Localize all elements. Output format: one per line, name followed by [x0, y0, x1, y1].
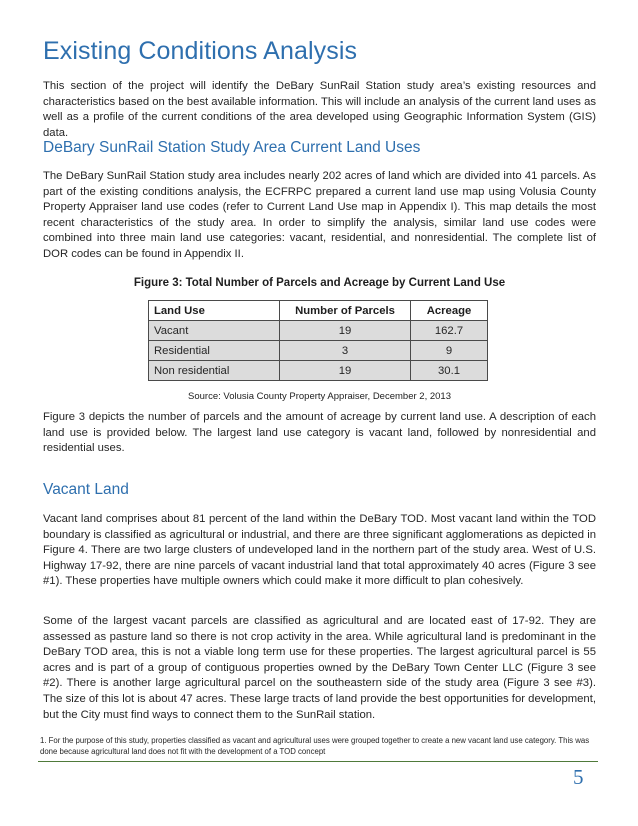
parcels-cell: 19	[280, 321, 411, 341]
table-row	[149, 321, 488, 341]
table-row	[149, 341, 488, 361]
column-header-acreage: Acreage	[411, 301, 488, 321]
figure-description-paragraph: Figure 3 depicts the number of parcels and the amount of acreage by current land use. A description of each land use is provided below. The largest land use category is vacant land, followed by nonresidential and residential uses.	[43, 411, 596, 455]
land-use-cell: Non residential	[149, 361, 280, 381]
parcels-cell: 19	[280, 361, 411, 381]
land-use-cell: Vacant	[149, 321, 280, 341]
column-header-land-use: Land Use	[149, 301, 280, 321]
table-header-row	[149, 301, 488, 321]
land-use-paragraph: The DeBary SunRail Station study area includes nearly 202 acres of land which are divided into 41 parcels. As part of the existing conditions analysis, the ECFRPC prepared a current land use map using Volusia County Property Appraiser land use codes (refer to Current Land Use map in Appendix I). This map details the most recent characteristics of the study area. In order to simplify the analysis, similar land use codes were combined into three main land use categories: vacant, residential, and nonresidential. The complete list of DOR codes can be found in Appendix II.	[43, 170, 596, 260]
vacant-land-paragraph-2: Some of the largest vacant parcels are classified as agricultural and are located east of 17-92. They are assessed as pasture land so there is not crop activity in the area. While agricultural land is predominant in the DeBary TOD area, this is not a viable long term use for these properties. The largest agricultural parcel is 55 acres and is part of a group of contiguous properties owned by the DeBary Town Center LLC (Figure 3 see #2). There is another large agricultural parcel on the southeastern side of the study area (Figure 3 see #3). The size of this lot is about 47 acres. These large tracts of land provide the best opportunities for development, but the City must find ways to connect them to the SunRail station.	[43, 615, 596, 721]
footnote: 1. For the purpose of this study, properties classified as vacant and agricultural uses were grouped together to create a new vacant land use category. This was done because agricultural land does not fit with the development of a TOD concept	[40, 736, 590, 756]
acreage-cell: 162.7	[411, 321, 488, 341]
page-heading: Existing Conditions Analysis	[43, 37, 358, 65]
parcels-cell: 3	[280, 341, 411, 361]
vacant-land-paragraph-1: Vacant land comprises about 81 percent of the land within the DeBary TOD. Most vacant land within the TOD boundary is classified as agricultural or industrial, and there are three significant agglomerations as depicted in Figure 4. There are two large clusters of undeveloped land in the northern part of the study area. West of U.S. Highway 17-92, there are nine parcels of vacant industrial land that total approximately 40 acres (Figure 3 see #1). These properties have multiple owners which could make it more difficult to plan cohesively.	[43, 513, 596, 588]
intro-paragraph: This section of the project will identify the DeBary SunRail Station study area’s existing resources and characteristics based on the best available information. This will include an analysis of the current land uses as well as a profile of the current conditions of the area developed using Geographic Information System (GIS) data.	[43, 80, 597, 139]
land-use-cell: Residential	[149, 341, 280, 361]
acreage-cell: 30.1	[411, 361, 488, 381]
column-header-parcels: Number of Parcels	[280, 301, 411, 321]
land-use-table	[148, 300, 488, 381]
figure-title: Figure 3: Total Number of Parcels and Acreage by Current Land Use	[133, 277, 506, 289]
table-row	[149, 361, 488, 381]
page-number: 5	[573, 765, 584, 789]
vacant-land-heading: Vacant Land	[43, 481, 129, 498]
table-source: Source: Volusia County Property Appraiser, December 2, 2013	[188, 391, 451, 402]
footer-divider	[38, 761, 598, 762]
acreage-cell: 9	[411, 341, 488, 361]
land-use-section-heading: DeBary SunRail Station Study Area Current Land Uses	[43, 139, 421, 156]
